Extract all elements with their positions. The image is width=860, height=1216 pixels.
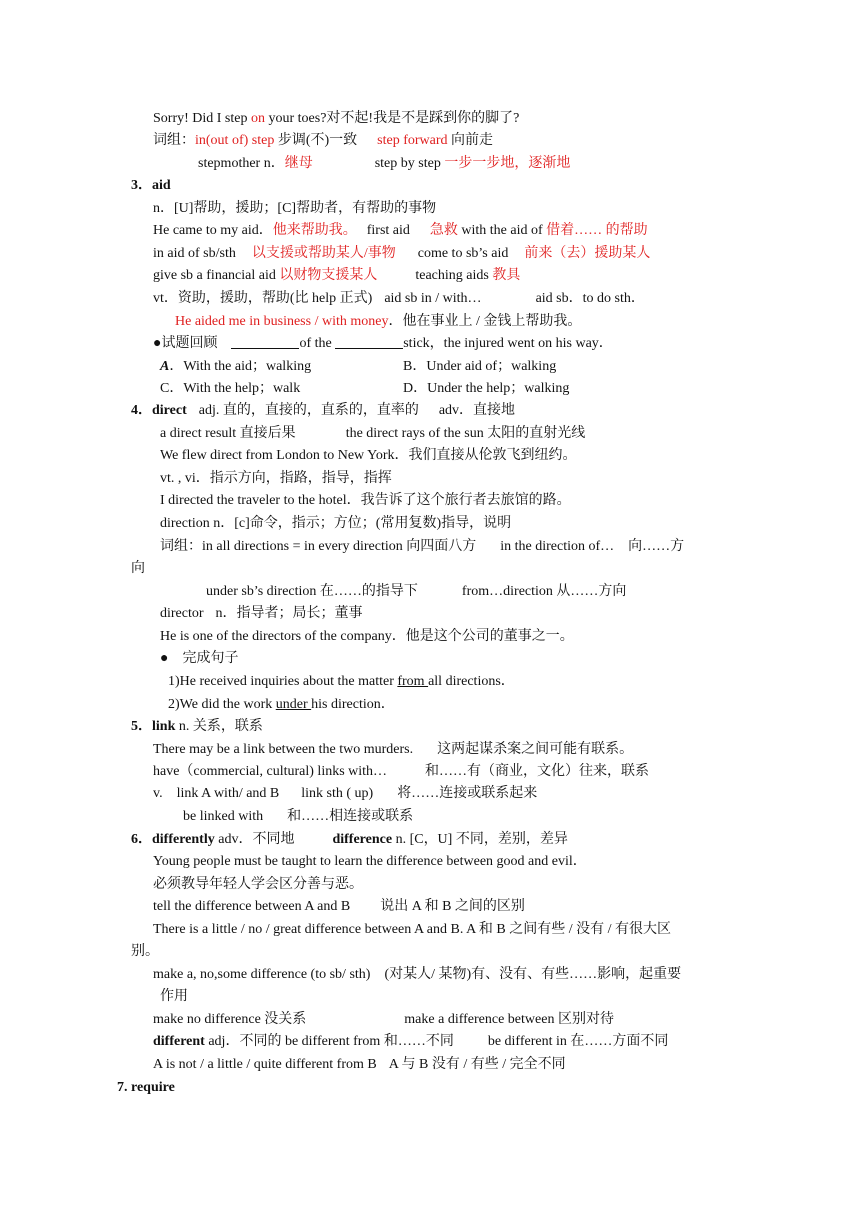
text-segment: director xyxy=(160,606,204,621)
text-line xyxy=(183,807,413,827)
text-segment: (对某人/ 某物)有、没有、有些……影响，起重要 xyxy=(384,967,682,982)
text-segment: ● xyxy=(160,651,169,666)
text-segment: direction n．[c]命令，指示；方位；(常用复数)指导，说明 xyxy=(160,516,512,531)
text-segment: be linked with xyxy=(183,809,264,824)
text-segment: tell the difference between A and B xyxy=(153,899,351,914)
text-segment: from…direction 从……方向 xyxy=(461,584,627,599)
text-segment: under xyxy=(275,697,312,712)
text-line xyxy=(160,357,311,377)
text-segment: There may be a link between the two murders. xyxy=(153,742,414,757)
text-line xyxy=(160,379,300,399)
text-segment: in the direction of… xyxy=(500,539,615,554)
text-segment: He came to my aid． xyxy=(153,223,273,238)
highlighted-text: 继母 xyxy=(284,156,313,171)
text-line xyxy=(153,221,648,241)
text-segment: your toes?对不起!我是不是踩到你的脚了? xyxy=(265,111,520,126)
text-segment: A 与 B 没有 / 有些 / 完全不同 xyxy=(388,1057,566,1072)
text-line xyxy=(153,1032,668,1052)
text-line xyxy=(160,987,188,1007)
text-segment: stick，the injured went on his way． xyxy=(403,336,613,351)
text-segment: 词组：in all directions = in every direction 向四面八方 xyxy=(160,539,477,554)
text-segment: n. 关系，联系 xyxy=(175,719,263,734)
text-line xyxy=(153,1010,614,1030)
text-line xyxy=(153,131,493,151)
text-line xyxy=(153,244,650,264)
text-segment: Young people must be taught to learn the difference between good and evil． xyxy=(153,854,587,869)
text-line xyxy=(160,604,363,624)
text-segment: adv．直接地 xyxy=(438,403,516,418)
text-segment: come to sb’s aid xyxy=(417,246,509,261)
highlighted-text: 借着…… 的帮助 xyxy=(546,223,648,238)
text-line xyxy=(153,965,681,985)
highlighted-text: on xyxy=(251,111,265,126)
text-segment: 7. require xyxy=(117,1080,175,1095)
text-line xyxy=(131,830,568,850)
text-segment: 完成句子 xyxy=(182,651,239,666)
text-segment: link A with/ and B xyxy=(176,786,280,801)
text-segment: n. [C，U] 不同，差别，差异 xyxy=(392,832,568,847)
text-segment: n．指导者；局长；董事 xyxy=(215,606,363,621)
text-segment: adj. 直的，直接的，直系的，直率的 xyxy=(198,403,419,418)
text-segment: make a, no,some difference (to sb/ sth) xyxy=(153,967,371,982)
text-line xyxy=(131,559,145,579)
text-segment: I directed the traveler to the hotel．我告诉了这个旅行者去旅馆的路。 xyxy=(160,493,571,508)
text-segment: 向前走 xyxy=(451,133,494,148)
text-line xyxy=(131,176,171,196)
text-segment: first aid xyxy=(366,223,410,238)
text-segment: 将……连接或联系起来 xyxy=(397,786,538,801)
text-line xyxy=(160,469,392,489)
highlighted-text: 以财物支援某人 xyxy=(279,268,378,283)
text-line xyxy=(153,1055,566,1075)
highlighted-text: He aided me in business / with money xyxy=(175,314,389,329)
highlighted-text: 一步一步地，逐渐地 xyxy=(444,156,571,171)
text-segment: 步调(不)一致 xyxy=(277,133,358,148)
text-segment: 3．aid xyxy=(131,178,171,193)
text-segment: vt．资助，援助，帮助(比 help 正式) xyxy=(153,291,373,306)
text-segment: adv．不同地 xyxy=(214,832,295,847)
text-segment: 6．differently xyxy=(131,832,215,847)
text-segment: 别。 xyxy=(131,944,159,959)
text-segment: give sb a financial aid xyxy=(153,268,280,283)
text-line xyxy=(153,897,525,917)
text-segment: 必须教导年轻人学会区分善与恶。 xyxy=(153,877,363,892)
text-segment: have（commercial, cultural) links with… xyxy=(153,764,388,779)
text-segment: D．Under the help；walking xyxy=(403,381,570,396)
text-line xyxy=(198,154,570,174)
text-segment: We flew direct from London to New York．我们直接从伦敦飞到纽约。 xyxy=(160,448,577,463)
text-segment: his direction． xyxy=(311,697,395,712)
highlighted-text: 急救 xyxy=(429,223,458,238)
text-segment: the direct rays of the sun 太阳的直射光线 xyxy=(345,426,586,441)
text-line xyxy=(153,852,587,872)
text-segment: B．Under aid of；walking xyxy=(403,359,557,374)
text-segment: vt. , vi．指示方向，指路，指导，指挥 xyxy=(160,471,392,486)
text-segment: ．With the aid；walking xyxy=(169,359,312,374)
text-line xyxy=(160,446,577,466)
text-line xyxy=(403,357,556,377)
highlighted-text: in(out of) step xyxy=(195,133,278,148)
text-segment: 作用 xyxy=(160,989,188,1004)
text-segment: be different in 在……方面不同 xyxy=(487,1034,669,1049)
text-segment: ．他在事业上 / 金钱上帮助我。 xyxy=(388,314,582,329)
text-segment: v. xyxy=(153,786,163,801)
text-segment: 和……相连接或联系 xyxy=(287,809,414,824)
text-segment: make a difference between 区别对待 xyxy=(404,1012,614,1027)
text-segment: a direct result 直接后果 xyxy=(160,426,296,441)
text-segment: Sorry! Did I step xyxy=(153,111,251,126)
text-line xyxy=(153,784,537,804)
highlighted-text: 以支援或帮助某人/事物 xyxy=(251,246,396,261)
text-segment: 1)He received inquiries about the matter xyxy=(168,674,398,689)
text-line xyxy=(168,672,515,692)
text-segment: 和……有（商业，文化）往来，联系 xyxy=(425,764,650,779)
text-segment: all directions． xyxy=(428,674,515,689)
text-segment: 说出 A 和 B 之间的区别 xyxy=(380,899,525,914)
text-segment: 4．direct xyxy=(131,403,187,418)
text-segment: C．With the help；walk xyxy=(160,381,301,396)
fill-in-blank xyxy=(231,334,299,349)
text-line xyxy=(153,109,519,129)
fill-in-blank xyxy=(335,334,403,349)
highlighted-text: 教具 xyxy=(492,268,521,283)
text-segment: n．[U]帮助，援助；[C]帮助者，有帮助的事物 xyxy=(153,201,437,216)
text-line xyxy=(160,424,585,444)
text-segment: from xyxy=(397,674,429,689)
text-segment: ●试题回顾 xyxy=(153,336,218,351)
text-segment: under sb’s direction 在……的指导下 xyxy=(206,584,418,599)
text-segment: 这两起谋杀案之间可能有联系。 xyxy=(437,742,634,757)
text-segment: A xyxy=(160,359,170,374)
text-line xyxy=(168,695,395,715)
text-line xyxy=(403,379,569,399)
text-segment: link sth ( up) xyxy=(301,786,374,801)
text-line xyxy=(160,514,511,534)
text-line xyxy=(117,1078,175,1098)
text-segment: make no difference 没关系 xyxy=(153,1012,307,1027)
text-segment: There is a little / no / great difference between A and B. A 和 B 之间有些 / 没有 / 有很大区 xyxy=(153,922,672,937)
text-segment: aid sb in / with… xyxy=(384,291,482,306)
text-line xyxy=(153,289,645,309)
text-line xyxy=(153,266,520,286)
text-segment: 词组： xyxy=(153,133,195,148)
text-segment: difference xyxy=(332,832,393,847)
text-segment: 2)We did the work xyxy=(168,697,276,712)
text-line xyxy=(175,312,581,332)
text-line xyxy=(153,762,649,782)
text-line xyxy=(131,401,515,421)
text-line xyxy=(160,491,571,511)
text-segment: different xyxy=(153,1034,205,1049)
text-segment: adj．不同的 be different from 和……不同 xyxy=(204,1034,454,1049)
text-segment: with the aid of xyxy=(457,223,547,238)
text-segment: A is not / a little / quite different from B xyxy=(153,1057,377,1072)
text-line xyxy=(153,875,363,895)
text-segment: step by step xyxy=(374,156,445,171)
text-line xyxy=(160,649,238,669)
highlighted-text: step forward xyxy=(377,133,452,148)
text-line xyxy=(160,627,574,647)
text-segment: He is one of the directors of the company．他是这个公司的董事之一。 xyxy=(160,629,574,644)
highlighted-text: 他来帮助我。 xyxy=(272,223,357,238)
text-line xyxy=(131,717,263,737)
highlighted-text: 前来（去）援助某人 xyxy=(524,246,651,261)
text-segment: of the xyxy=(299,336,336,351)
text-segment: aid sb．to do sth． xyxy=(535,291,645,306)
text-segment: 5．link xyxy=(131,719,176,734)
text-line xyxy=(153,740,633,760)
text-line xyxy=(160,537,684,557)
text-segment: 向……方 xyxy=(628,539,685,554)
text-line xyxy=(206,582,626,602)
text-line xyxy=(131,942,159,962)
text-segment: teaching aids xyxy=(415,268,493,283)
text-segment: stepmother n． xyxy=(198,156,285,171)
text-line xyxy=(153,199,436,219)
text-segment: in aid of sb/sth xyxy=(153,246,236,261)
text-segment: 向 xyxy=(131,561,145,576)
text-line xyxy=(153,334,613,354)
text-line xyxy=(153,920,671,940)
